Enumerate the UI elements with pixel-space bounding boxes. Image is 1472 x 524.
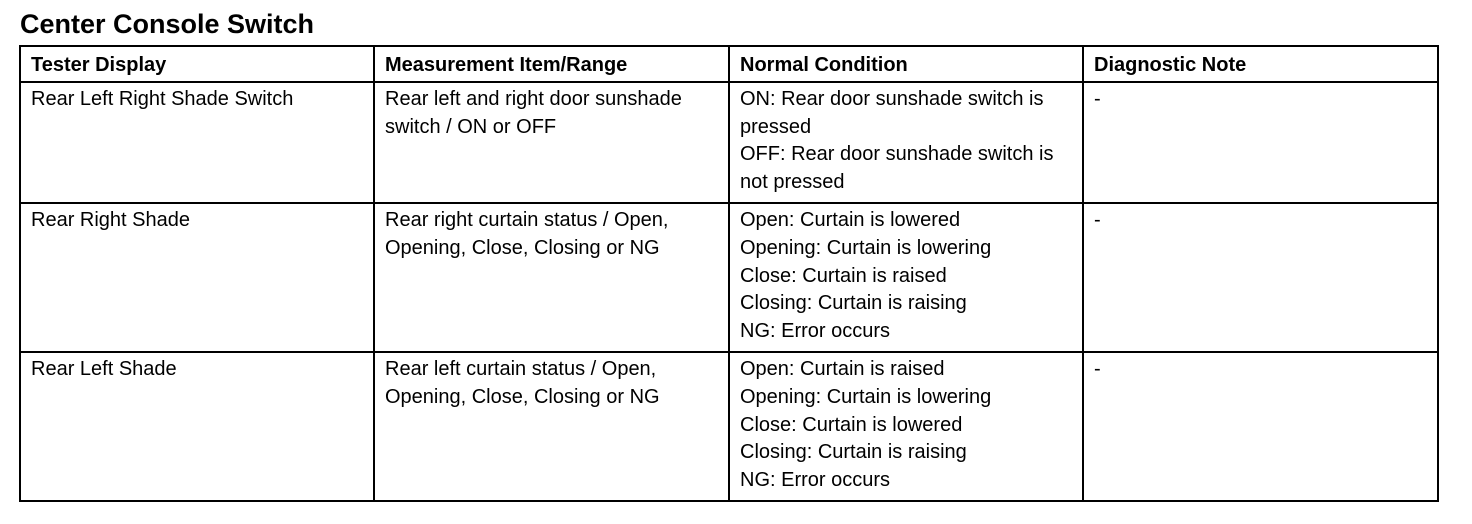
- cell-tester-display: Rear Left Right Shade Switch: [20, 82, 374, 203]
- cell-tester-display: Rear Left Shade: [20, 352, 374, 501]
- page-title: Center Console Switch: [20, 9, 315, 39]
- cell-diagnostic-note: -: [1083, 203, 1438, 352]
- cell-normal-condition: Open: Curtain is raised Opening: Curtain is lowering Close: Curtain is lowered Closing: Curtain is raising NG: Error occurs: [729, 352, 1083, 501]
- table-header-row: [20, 46, 1438, 82]
- table-row: [20, 203, 1438, 352]
- header-tester-display: Tester Display: [20, 46, 374, 82]
- cell-measurement: Rear right curtain status / Open, Opening, Close, Closing or NG: [374, 203, 729, 352]
- data-list-table: [19, 45, 1439, 502]
- table-row: [20, 82, 1438, 203]
- header-diagnostic-note: Diagnostic Note: [1083, 46, 1438, 82]
- cell-diagnostic-note: -: [1083, 82, 1438, 203]
- header-normal-condition: Normal Condition: [729, 46, 1083, 82]
- cell-diagnostic-note: -: [1083, 352, 1438, 501]
- cell-normal-condition: Open: Curtain is lowered Opening: Curtain is lowering Close: Curtain is raised Closing: Curtain is raising NG: Error occurs: [729, 203, 1083, 352]
- cell-tester-display: Rear Right Shade: [20, 203, 374, 352]
- header-measurement-item-range: Measurement Item/Range: [374, 46, 729, 82]
- table-row: [20, 352, 1438, 501]
- cell-normal-condition: ON: Rear door sunshade switch is pressed OFF: Rear door sunshade switch is not pressed: [729, 82, 1083, 203]
- cell-measurement: Rear left curtain status / Open, Opening, Close, Closing or NG: [374, 352, 729, 501]
- cell-measurement: Rear left and right door sunshade switch / ON or OFF: [374, 82, 729, 203]
